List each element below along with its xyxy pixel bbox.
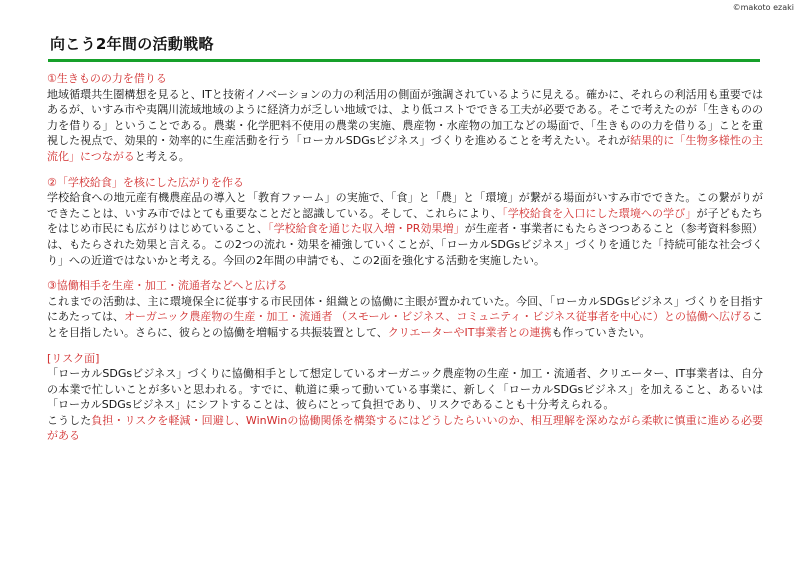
section-living-things (47, 71, 763, 165)
section-heading: ③協働相手を生産・加工・流通者などへと広げる (47, 279, 288, 293)
copyright-text: ©makoto ezaki (732, 3, 794, 12)
text-run: が子どもたちをはじめ市民にも広がりはじめていること、 (47, 206, 764, 236)
text-run: ことを目指したい。さらに、彼らとの協働を増幅する共振装置として、 (47, 310, 763, 339)
section-school-lunch (47, 175, 763, 269)
section-paragraph (47, 87, 763, 165)
highlight-text: 「学校給食を通じた収入増・PR効果増」 (268, 222, 465, 236)
highlight-text: 負担・リスクを軽減・回避し、WinWinの協働関係を構築するにはどうしたらいいのか、相互理解を深めながら柔軟に慎重に進める必要がある (47, 413, 764, 443)
section-heading: ②「学校給食」を核にした広がりを作る (47, 175, 244, 189)
highlight-text: につながる (80, 149, 135, 163)
text-run: と考える。 (134, 149, 190, 163)
section-paragraph (47, 190, 763, 268)
page-title: 向こう2年間の活動戦略 (50, 35, 214, 53)
text-run: こうした (47, 413, 92, 427)
section-risk (47, 351, 763, 445)
text-run: これまでの活動は、主に環境保全に従事する市民団体・組織との協働に主眼が置かれていた。今回、「ローカルSDGsビジネス」づくりを目指すにあたっては、 (47, 294, 763, 324)
highlight-text: 「学校給食を入口にした環境への学び」 (502, 206, 697, 220)
section-heading: ①生きものの力を借りる (47, 72, 167, 85)
text-run: も作っていきたい。 (551, 325, 651, 339)
content-body (47, 71, 763, 454)
highlight-text: クリエーターやIT事業者との連携 (387, 325, 552, 339)
text-run: が生産者・事業者にもたらさつつあること（参考資料参照）は、もたらされた効果と言える。この2つの流れ・効果を補強していくことが、「ローカルSDGsビジネス」づくりを通じた「持続可能な社会づくり」への近道ではないかと考える。今回の2年間の申請でも、この2面を強化する活動を実施したい。 (47, 222, 764, 267)
section-paragraph (47, 413, 763, 444)
title-underline (48, 59, 760, 62)
text-run: 学校給食への地元産有機農産品の導入と「教育ファーム」の実施で、「食」と「農」と「環境」が繋がる場面がいすみ市でできた。この繋がりができたことは、いすみ市ではとても重要なことだと認識している。そして、これらにより、 (47, 191, 763, 220)
highlight-text: オーガニック農産物の生産・加工・流通者 （スモール・ビジネス、コミュニティ・ビジネス従事者を中心に）との協働へ広げる (124, 310, 752, 324)
section-paragraph: 「ローカルSDGsビジネス」づくりに協働相手として想定しているオーガニック農産物の生産・加工・流通者、クリエーター、IT事業者は、自分の本業で忙しいことが多いと思われる。すでに、軌道に乗って動いている事業に、新しく「ローカルSDGsビジネス」を加えること、あるいは「ローカルSDGsビジネス」にシフトすることは、彼らにとって負担であり、リスクであることも十分考えられる。 (47, 367, 763, 412)
highlight-text: 結果的に「生物多様性の主流化」 (47, 134, 764, 163)
text-run: 地域循環共生圏構想を見ると、ITと技術イノベーションの力の利活用の側面が強調されているように見える。確かに、それらの利活用も重要ではあるが、いすみ市や夷隅川流域地域のように経済力が乏しい地域では、より低コストでできる工夫が必要である。そこで考えたのが「生きものの力を借りる」ということである。農薬・化学肥料不使用の農業の実施、農産物・水産物の加工などの場面で、「生きものの力を借りる」ことを重視した視点で、効果的・効率的に生産活動を行う「ローカルSDGsビジネス」づくりを進めることを考えたい。それが (47, 87, 763, 148)
section-paragraph (47, 294, 763, 341)
section-heading: [リスク面] (47, 351, 100, 365)
section-partners (47, 278, 763, 340)
